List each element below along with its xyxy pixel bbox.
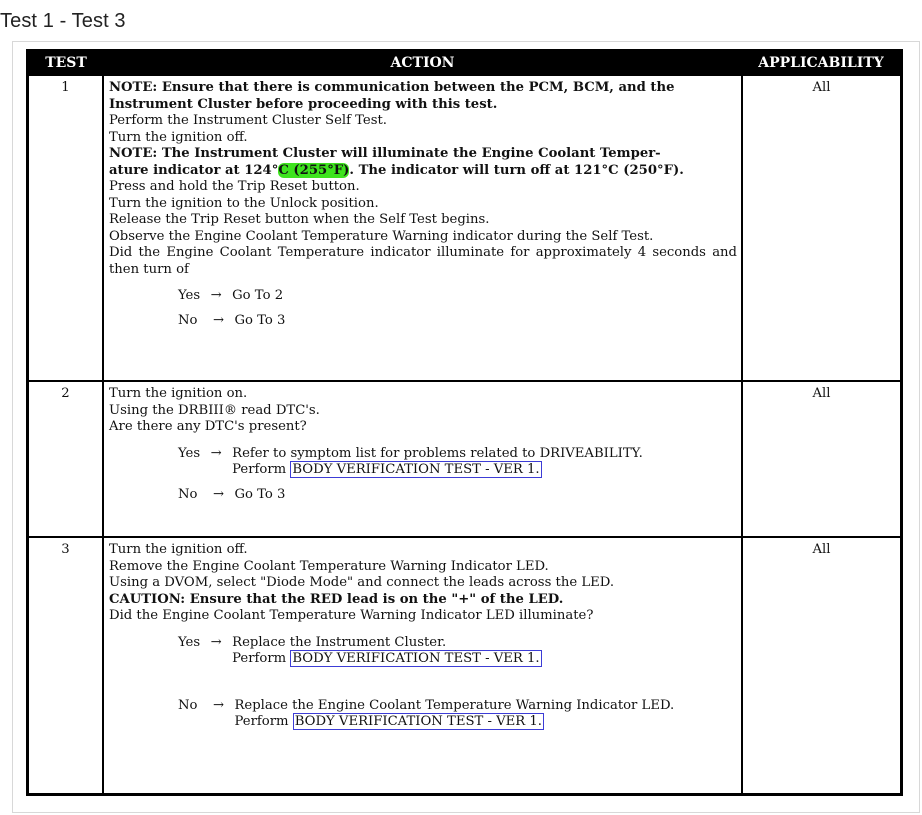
body-verification-link[interactable]: BODY VERIFICATION TEST - VER 1. (292, 462, 540, 477)
note-text: Instrument Cluster before proceeding with this test. (109, 96, 498, 112)
goto-text: Go To 3 (234, 486, 286, 502)
yes-branch (178, 446, 737, 479)
test-number: 1 (29, 75, 103, 381)
step-text: Press and hold the Trip Reset button. (109, 179, 360, 194)
arrow-icon: → (210, 288, 222, 303)
highlighted-text: C (255°F) (278, 162, 350, 178)
no-branch (178, 313, 737, 330)
header-action: ACTION (103, 52, 742, 75)
test-action (103, 381, 742, 537)
diagnostic-table (26, 49, 903, 796)
header-test: TEST (29, 52, 103, 75)
action-text: Replace the Engine Coolant Temperature Warning Indicator LED. (234, 697, 675, 713)
arrow-icon: → (210, 634, 222, 650)
question-text: Did the Engine Coolant Temperature Warning Indicator LED illuminate? (109, 608, 594, 623)
note-text (109, 163, 737, 180)
step-text: Turn the ignition off. (109, 542, 248, 557)
perform-label: Perform (234, 714, 289, 729)
table-row (29, 381, 900, 537)
perform-label: Perform (232, 462, 287, 477)
question-text: Are there any DTC's present? (109, 419, 307, 434)
no-branch (178, 487, 737, 504)
table-row (29, 75, 900, 381)
step-text: Using the DRBIII® read DTC's. (109, 402, 320, 418)
goto-text: Go To 2 (232, 288, 284, 303)
yes-label: Yes (178, 288, 201, 303)
question-text: Did the Engine Coolant Temperature indicator illuminate for approximately 4 seconds and then turn of (109, 245, 737, 277)
goto-text: Go To 3 (234, 312, 286, 328)
action-text: Replace the Instrument Cluster. (232, 634, 447, 650)
caution-text: CAUTION: Ensure that the RED lead is on the "+" of the LED. (109, 591, 564, 607)
page-title: Test 1 - Test 3 (0, 10, 126, 32)
test-applicability: All (742, 537, 900, 793)
no-branch (178, 698, 737, 731)
test-number: 3 (29, 537, 103, 793)
step-text: Remove the Engine Coolant Temperature Warning Indicator LED. (109, 558, 549, 574)
yes-branch (178, 288, 737, 305)
table-header-row (29, 52, 900, 75)
step-text: Perform the Instrument Cluster Self Test. (109, 113, 387, 128)
body-verification-link[interactable]: BODY VERIFICATION TEST - VER 1. (294, 714, 542, 729)
no-label: No (178, 312, 198, 328)
note-text: NOTE: Ensure that there is communication between the PCM, BCM, and the (109, 80, 675, 95)
yes-label: Yes (178, 445, 201, 461)
table-row (29, 537, 900, 793)
test-number: 2 (29, 381, 103, 537)
note-fragment: ature indicator at 124° (109, 162, 279, 178)
step-text: Turn the ignition off. (109, 129, 248, 145)
yes-branch (178, 635, 737, 668)
step-text: Turn the ignition to the Unlock position. (109, 195, 379, 211)
arrow-icon: → (212, 486, 225, 502)
no-label: No (178, 486, 198, 502)
arrow-icon: → (212, 312, 225, 328)
no-label: No (178, 697, 198, 713)
test-action (103, 537, 742, 793)
test-applicability: All (742, 381, 900, 537)
arrow-icon: → (212, 697, 225, 713)
header-applicability: APPLICABILITY (742, 52, 900, 75)
test-applicability: All (742, 75, 900, 381)
test-action (103, 75, 742, 381)
note-text: NOTE: The Instrument Cluster will illuminate the Engine Coolant Temper- (109, 146, 661, 161)
perform-label: Perform (232, 651, 287, 666)
step-text: Turn the ignition on. (109, 386, 248, 401)
step-text: Release the Trip Reset button when the Self Test begins. (109, 212, 490, 227)
body-verification-link[interactable]: BODY VERIFICATION TEST - VER 1. (292, 651, 540, 666)
note-fragment: . The indicator will turn off at 121°C (250°F). (349, 162, 684, 178)
step-text: Observe the Engine Coolant Temperature Warning indicator during the Self Test. (109, 228, 654, 244)
step-text: Using a DVOM, select "Diode Mode" and connect the leads across the LED. (109, 575, 615, 590)
action-text: Refer to symptom list for problems related to DRIVEABILITY. (232, 445, 643, 461)
arrow-icon: → (210, 445, 222, 461)
yes-label: Yes (178, 634, 201, 650)
